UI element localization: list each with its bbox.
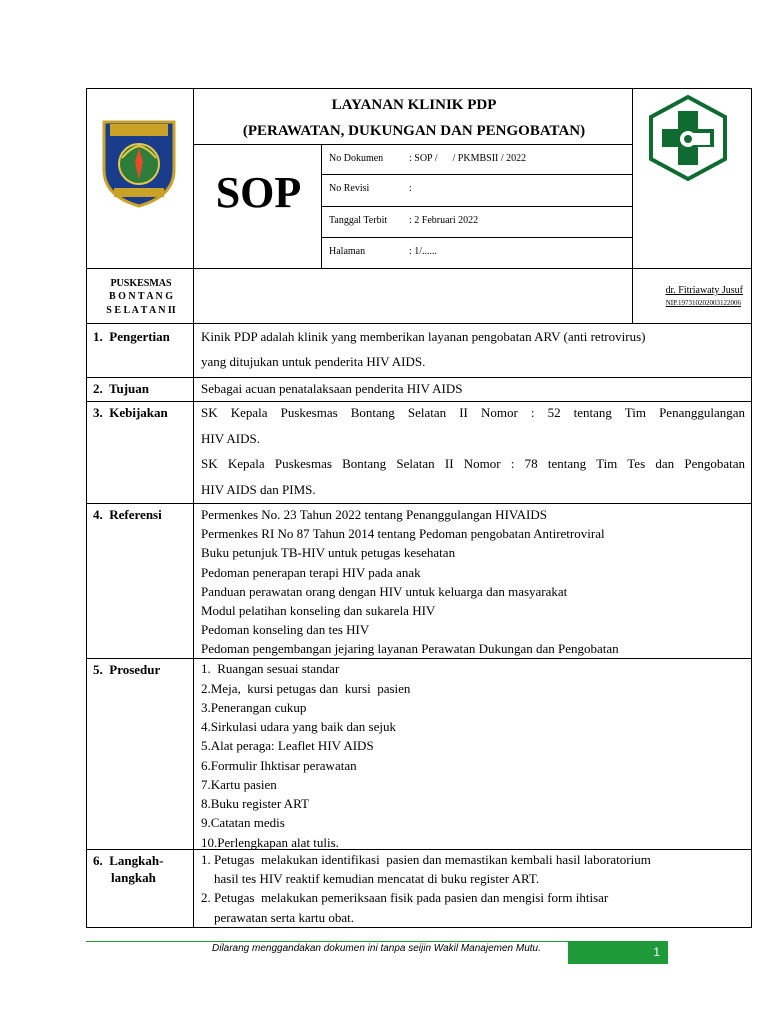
prosedur-content-cell xyxy=(193,658,752,850)
langkah-item: 2. Petugas melakukan pemeriksaan fisik pada pasien dan mengisi form ihtisar xyxy=(201,890,609,905)
langkah-label-cell xyxy=(86,849,194,928)
signer-name: dr. Fitriawaty Jusuf xyxy=(665,285,743,296)
tanggal-label: Tanggal Terbit xyxy=(329,215,388,226)
pengertian-label: 1. Pengertian xyxy=(93,329,170,344)
page-number-badge xyxy=(568,941,668,964)
prosedur-item: 6.Formulir Ihktisar perawatan xyxy=(201,758,357,773)
kota-bontang-logo xyxy=(100,118,178,208)
pengertian-label-cell xyxy=(86,323,194,378)
kebijakan-line-2: HIV AIDS. xyxy=(201,431,260,446)
kebijakan-label-cell xyxy=(86,401,194,504)
referensi-content-cell xyxy=(193,503,752,659)
norevisi-value: : xyxy=(409,183,412,194)
tanggal-value: : 2 Februari 2022 xyxy=(409,215,479,226)
norevisi-label: No Revisi xyxy=(329,183,370,194)
sop-cell xyxy=(193,144,322,269)
signer-nip: NIP.197310202003122006 xyxy=(665,299,741,307)
prosedur-item: 2.Meja, kursi petugas dan kursi pasien xyxy=(201,681,411,696)
referensi-item: Modul pelatihan konseling dan sukarela HIV xyxy=(201,603,436,618)
prosedur-item: 7.Kartu pasien xyxy=(201,777,277,792)
org-line2: B O N T A N G xyxy=(108,291,174,302)
doc-row-nodokumen xyxy=(321,144,633,175)
referensi-item: Panduan perawatan orang dengan HIV untuk keluarga dan masyarakat xyxy=(201,584,568,599)
title-cell xyxy=(193,88,633,145)
kebijakan-line-4: HIV AIDS dan PIMS. xyxy=(201,482,316,497)
referensi-item: Permenkes RI No 87 Tahun 2014 tentang Pedoman pengobatan Antiretroviral xyxy=(201,526,605,541)
prosedur-item: 8.Buku register ART xyxy=(201,796,309,811)
langkah-item: 1. Petugas melakukan identifikasi pasien dan memastikan kembali hasil laboratorium xyxy=(201,852,651,867)
page-number: 1 xyxy=(653,945,660,959)
footer-rule xyxy=(86,941,568,942)
document-subtitle: (PERAWATAN, DUKUNGAN DAN PENGOBATAN) xyxy=(242,123,586,139)
kebijakan-line-3: SK Kepala Puskesmas Bontang Selatan II Nomor : 78 tentang Tim Tes dan Pengobatan xyxy=(201,456,745,471)
langkah-item: hasil tes HIV reaktif kemudian mencatat di buku register ART. xyxy=(201,871,540,886)
halaman-value: : 1/...... xyxy=(409,246,438,257)
org-cell xyxy=(86,268,194,324)
pengertian-content-cell xyxy=(193,323,752,378)
kebijakan-content-cell xyxy=(193,401,752,504)
nodokumen-label: No Dokumen xyxy=(329,153,384,164)
referensi-label: 4. Referensi xyxy=(93,507,162,522)
pengertian-line-1: Kinik PDP adalah klinik yang memberikan layanan pengobatan ARV (anti retrovirus) xyxy=(201,329,646,344)
referensi-item: Pedoman konseling dan tes HIV xyxy=(201,622,370,637)
referensi-item: Permenkes No. 23 Tahun 2022 tentang Penanggulangan HIVAIDS xyxy=(201,507,547,522)
footer-notice: Dilarang menggandakan dokumen ini tanpa seijin Wakil Manajemen Mutu. xyxy=(212,943,541,954)
doc-row-halaman xyxy=(321,237,633,269)
langkah-content-cell xyxy=(193,849,752,928)
doc-row-norevisi xyxy=(321,174,633,207)
nodokumen-value: : SOP / / PKMBSII / 2022 xyxy=(409,153,527,164)
prosedur-label: 5. Prosedur xyxy=(93,662,161,677)
prosedur-item: 9.Catatan medis xyxy=(201,815,285,830)
pengertian-line-2: yang ditujukan untuk penderita HIV AIDS. xyxy=(201,354,426,369)
org-middle-cell xyxy=(193,268,633,324)
kebijakan-line-1: SK Kepala Puskesmas Bontang Selatan II Nomor : 52 tentang Tim Penanggulangan xyxy=(201,405,745,420)
langkah-label-line1: 6. Langkah- xyxy=(93,853,164,868)
prosedur-label-cell xyxy=(86,658,194,850)
prosedur-item: 3.Penerangan cukup xyxy=(201,700,307,715)
prosedur-item: 10.Perlengkapan alat tulis. xyxy=(201,835,339,850)
langkah-item: perawatan serta kartu obat. xyxy=(201,910,355,925)
document-title: LAYANAN KLINIK PDP xyxy=(331,97,497,113)
prosedur-item: 4.Sirkulasi udara yang baik dan sejuk xyxy=(201,719,396,734)
tujuan-label: 2. Tujuan xyxy=(93,381,150,396)
org-line3: S E L A T A N II xyxy=(106,305,176,316)
doc-row-tanggal xyxy=(321,206,633,238)
sop-label: SOP xyxy=(215,168,302,217)
org-line1: PUSKESMAS xyxy=(110,278,172,289)
tujuan-line-1: Sebagai acuan penatalaksaan penderita HIV AIDS xyxy=(201,381,463,396)
referensi-label-cell xyxy=(86,503,194,659)
referensi-item: Pedoman pengembangan jejaring layanan Perawatan Dukungan dan Pengobatan xyxy=(201,641,619,656)
prosedur-item: 5.Alat peraga: Leaflet HIV AIDS xyxy=(201,738,374,753)
kebijakan-label: 3. Kebijakan xyxy=(93,405,168,420)
halaman-label: Halaman xyxy=(329,246,366,257)
tujuan-content-cell xyxy=(193,377,752,402)
referensi-item: Buku petunjuk TB-HIV untuk petugas kesehatan xyxy=(201,545,456,560)
referensi-item: Pedoman penerapan terapi HIV pada anak xyxy=(201,565,421,580)
puskesmas-logo xyxy=(648,95,728,181)
tujuan-label-cell xyxy=(86,377,194,402)
langkah-label-line2: langkah xyxy=(111,870,156,885)
prosedur-item: 1. Ruangan sesuai standar xyxy=(201,661,340,676)
signer-cell xyxy=(632,268,752,324)
